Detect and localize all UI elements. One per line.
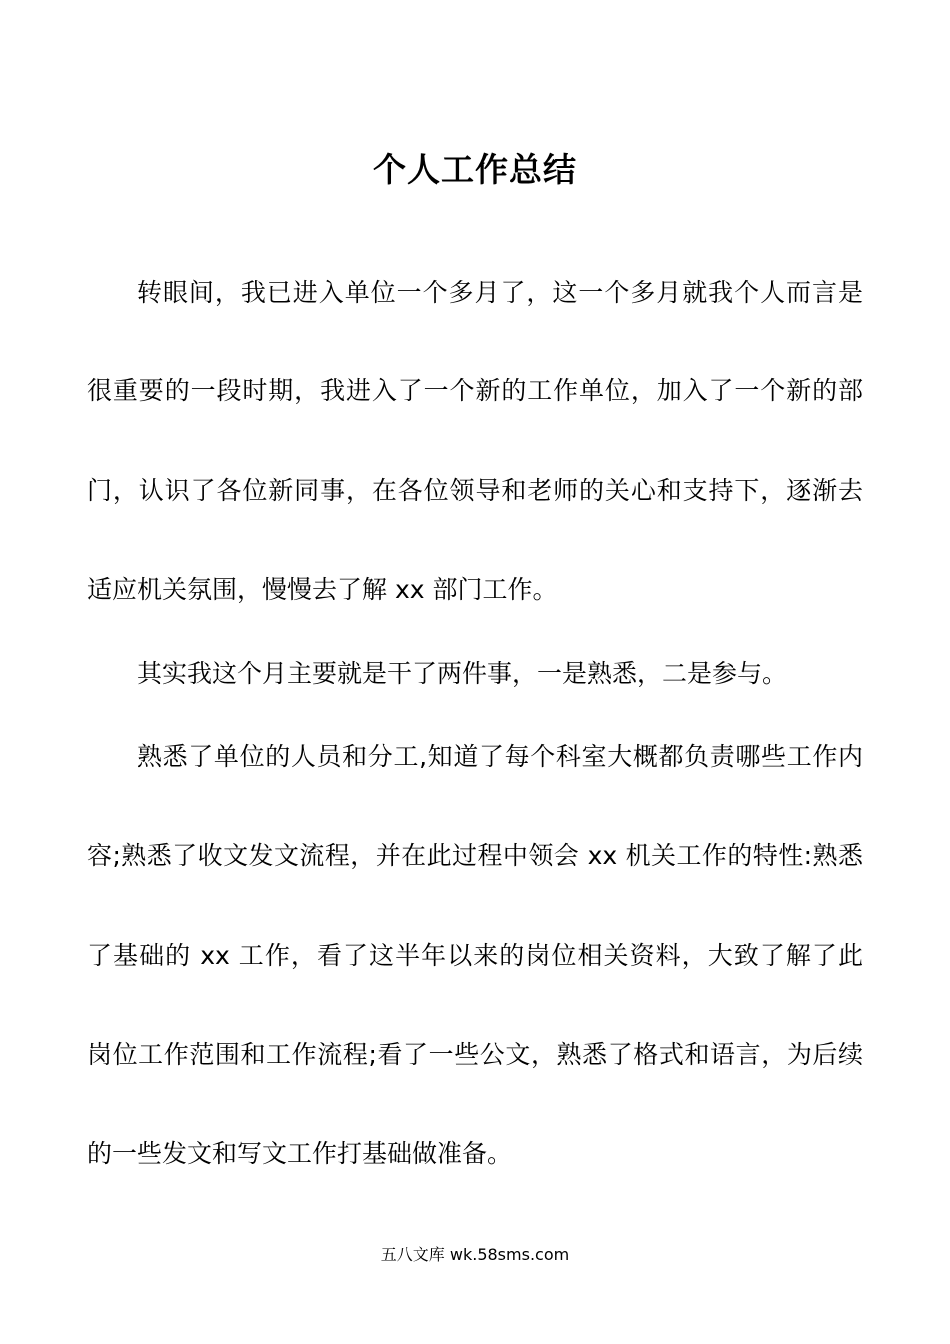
paragraph-1-line-4: 适应机关氛围，慢慢去了解 xx 部门工作。 <box>87 575 558 604</box>
paragraph-3-line-4: 岗位工作范围和工作流程;看了一些公文，熟悉了格式和语言，为后续 <box>87 1040 863 1069</box>
document-title: 个人工作总结 <box>373 150 577 189</box>
paragraph-3-line-2: 容;熟悉了收文发文流程，并在此过程中领会 xx 机关工作的特性:熟悉 <box>87 841 863 870</box>
footer-watermark: 五八文库 wk.58sms.com <box>380 1245 570 1264</box>
paragraph-1-line-1: 转眼间，我已进入单位一个多月了，这一个多月就我个人而言是 <box>137 278 863 307</box>
paragraph-1-line-3: 门，认识了各位新同事，在各位领导和老师的关心和支持下，逐渐去 <box>87 476 863 505</box>
paragraph-3-line-5: 的一些发文和写文工作打基础做准备。 <box>87 1139 513 1168</box>
paragraph-2-line-1: 其实我这个月主要就是干了两件事，一是熟悉，二是参与。 <box>137 659 788 688</box>
paragraph-1-line-2: 很重要的一段时期，我进入了一个新的工作单位，加入了一个新的部 <box>87 376 863 405</box>
paragraph-3-line-3: 了基础的 xx 工作，看了这半年以来的岗位相关资料，大致了解了此 <box>87 941 863 970</box>
paragraph-3-line-1: 熟悉了单位的人员和分工,知道了每个科室大概都负责哪些工作内 <box>137 742 863 771</box>
